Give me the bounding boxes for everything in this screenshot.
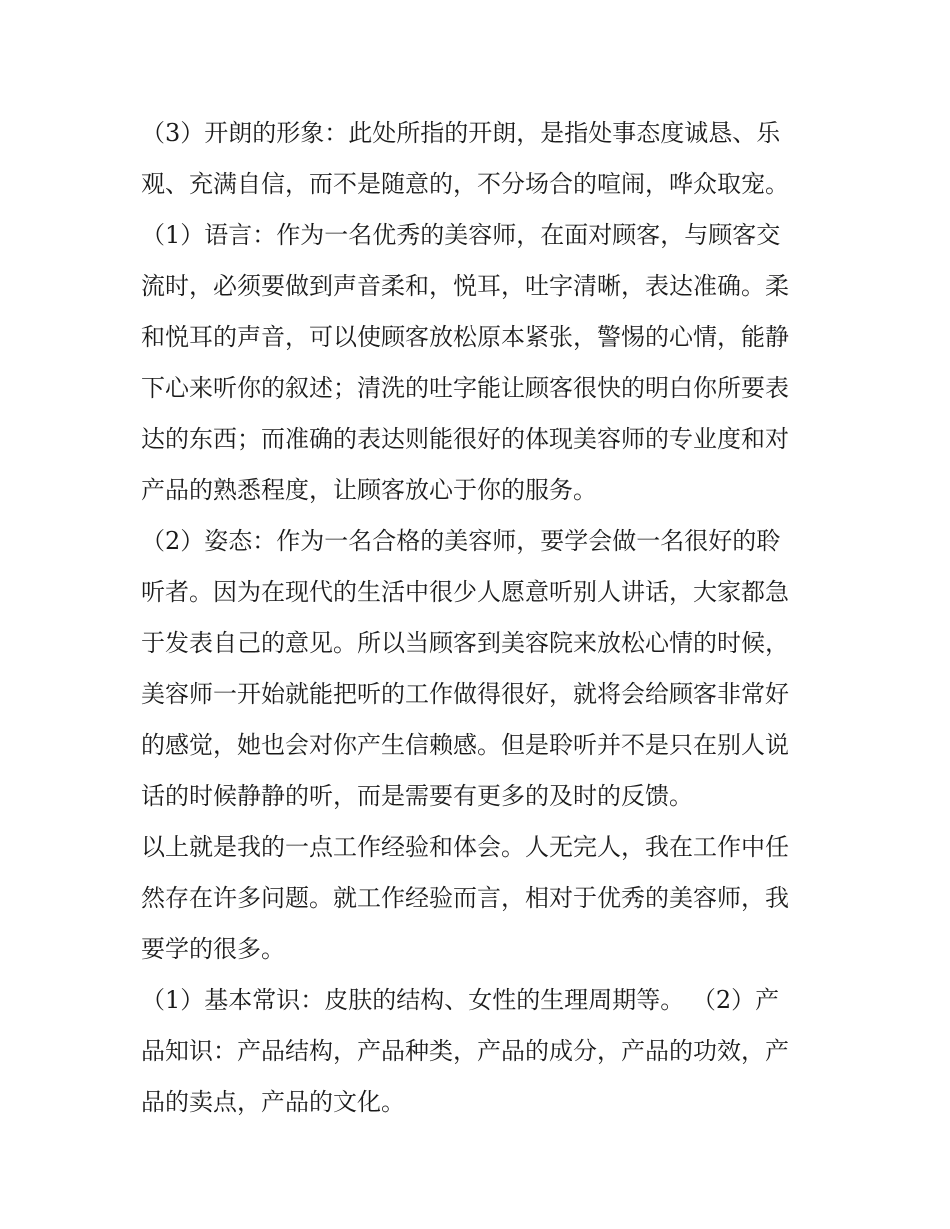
document-body [141,108,813,1128]
text-line: 话的时候静静的听，而是需要有更多的及时的反馈。 [141,782,693,810]
paragraph-knowledge [141,975,813,1128]
text-line: 下心来听你的叙述；清洗的吐字能让顾客很快的明白你所要表 [141,374,789,402]
paragraph-experience-summary [141,822,813,975]
text-line: 品的卖点，产品的文化。 [141,1088,405,1116]
text-line: 的感觉，她也会对你产生信赖感。但是聆听并不是只在别人说 [141,731,789,759]
text-line: 流时，必须要做到声音柔和，悦耳，吐字清晰，表达准确。柔 [141,272,789,300]
paragraph-posture [141,516,813,822]
text-line: 以上就是我的一点工作经验和体会。人无完人，我在工作中任 [141,833,789,861]
text-line: （1）语言：作为一名优秀的美容师，在面对顾客，与顾客交 [141,221,781,249]
text-line: 听者。因为在现代的生活中很少人愿意听别人讲话，大家都急 [141,578,789,606]
text-line: （2）姿态：作为一名合格的美容师，要学会做一名很好的聆 [141,527,781,555]
text-line: 产品的熟悉程度，让顾客放心于你的服务。 [141,476,597,504]
text-line: 和悦耳的声音，可以使顾客放松原本紧张，警惕的心情，能静 [141,323,789,351]
text-line: 然存在许多问题。就工作经验而言，相对于优秀的美容师，我 [141,884,789,912]
text-line: 观、充满自信，而不是随意的，不分场合的喧闹，哗众取宠。 [141,170,789,198]
text-line: （1）基本常识：皮肤的结构、女性的生理周期等。 （2）产 [141,986,780,1014]
text-line: 达的东西；而准确的表达则能很好的体现美容师的专业度和对 [141,425,789,453]
paragraph-cheerful-image [141,108,813,210]
text-line: 美容师一开始就能把听的工作做得很好，就将会给顾客非常好 [141,680,789,708]
paragraph-language [141,210,813,516]
text-line: 品知识：产品结构，产品种类，产品的成分，产品的功效，产 [141,1037,789,1065]
text-line: 要学的很多。 [141,935,285,963]
text-line: （3）开朗的形象：此处所指的开朗，是指处事态度诚恳、乐 [141,119,781,147]
text-line: 于发表自己的意见。所以当顾客到美容院来放松心情的时候， [141,629,789,657]
